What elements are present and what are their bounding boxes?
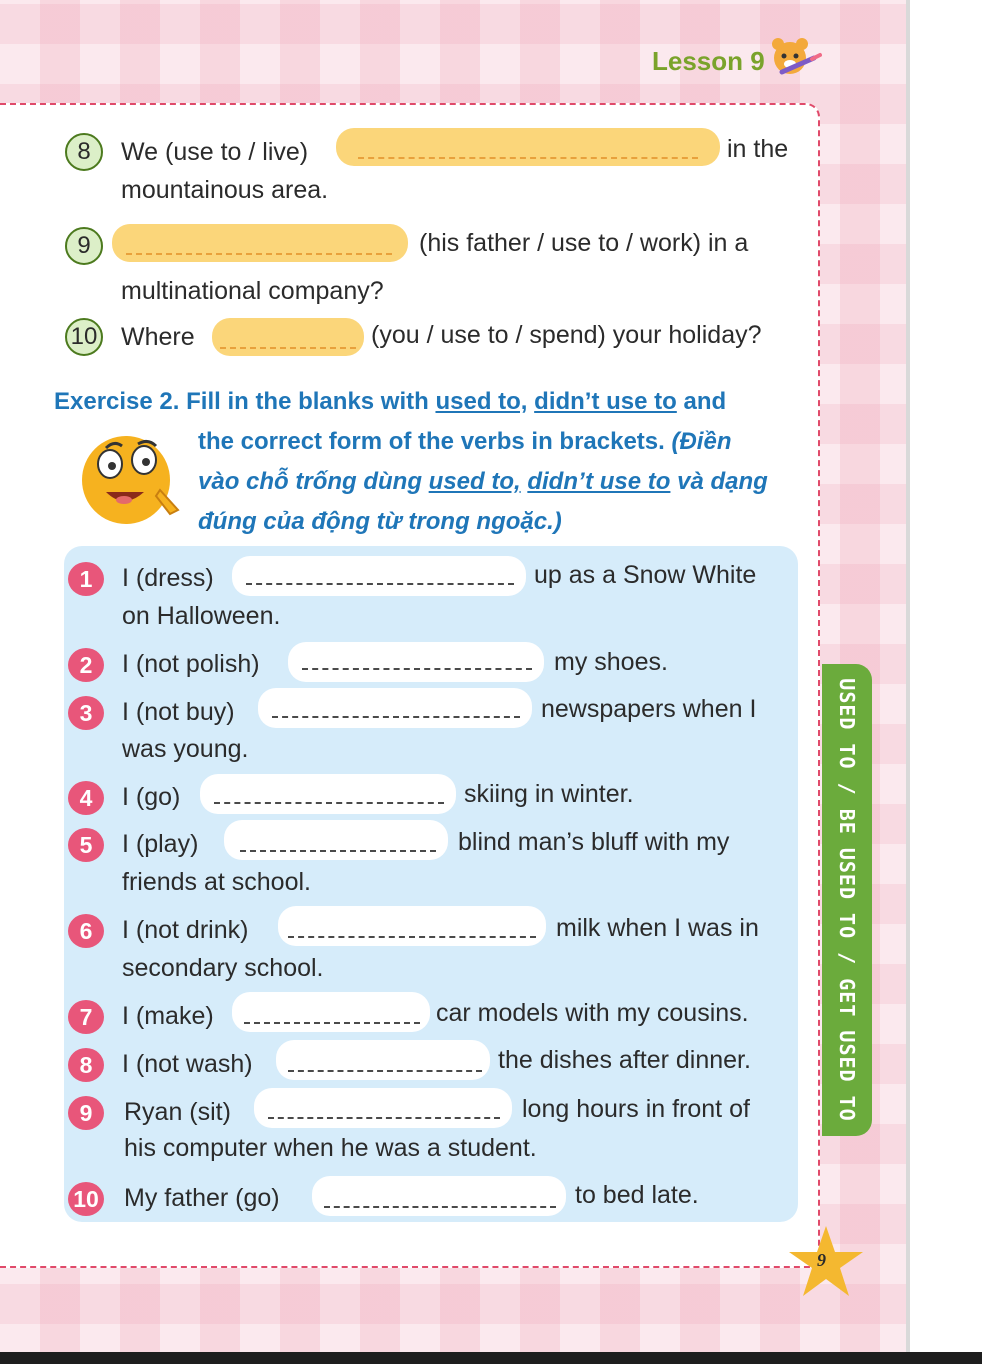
item-6-line2: secondary school. xyxy=(122,954,324,982)
q8-dash-line xyxy=(358,157,698,159)
item-4-dash xyxy=(214,802,444,804)
item-number-2: 2 xyxy=(68,648,104,682)
item-2-dash xyxy=(302,668,532,670)
exercise-title-a: Fill in the blanks with xyxy=(186,388,429,415)
q10-answer-blank[interactable] xyxy=(212,318,364,356)
item-number-9: 9 xyxy=(68,1096,104,1130)
question-number-9: 9 xyxy=(65,227,103,265)
item-7-prompt: I (make) xyxy=(122,1002,214,1030)
item-5-answer-blank[interactable] xyxy=(224,820,448,860)
viet-d: đúng của động từ trong ngoặc.) xyxy=(198,508,562,535)
exercise-2-viet-line1 xyxy=(198,468,768,496)
star-icon xyxy=(786,1222,866,1302)
item-8-dash xyxy=(288,1070,482,1072)
viet-u1: used to, xyxy=(428,468,521,495)
item-5-line2: friends at school. xyxy=(122,868,311,896)
item-3-after: newspapers when I xyxy=(541,695,757,723)
exercise-label: Exercise 2. xyxy=(54,388,180,415)
item-2-after: my shoes. xyxy=(554,648,668,676)
thinking-emoji-icon xyxy=(78,430,188,530)
item-10-after: to bed late. xyxy=(575,1181,699,1209)
item-number-1: 1 xyxy=(68,562,104,596)
viet-c: và dạng xyxy=(677,468,768,495)
q9-dash-line xyxy=(126,253,392,255)
exercise-2-heading xyxy=(54,388,726,416)
item-10-answer-blank[interactable] xyxy=(312,1176,566,1216)
item-1-answer-blank[interactable] xyxy=(232,556,526,596)
item-9-prompt: Ryan (sit) xyxy=(124,1098,231,1126)
item-7-after: car models with my cousins. xyxy=(436,999,749,1027)
item-1-dash xyxy=(246,583,514,585)
item-number-7: 7 xyxy=(68,1000,104,1034)
item-6-after: milk when I was in xyxy=(556,914,759,942)
item-9-dash xyxy=(268,1117,500,1119)
item-8-prompt: I (not wash) xyxy=(122,1050,253,1078)
item-2-prompt: I (not polish) xyxy=(122,650,260,678)
q8-after: in the xyxy=(727,135,789,163)
q8-answer-blank[interactable] xyxy=(336,128,720,166)
q9-answer-blank[interactable] xyxy=(112,224,408,262)
exercise-title-b: the correct form of the verbs in brackets. xyxy=(198,428,665,455)
viet-b: vào chỗ trống dùng xyxy=(198,468,422,495)
page-edge xyxy=(906,0,910,1364)
item-1-prompt: I (dress) xyxy=(122,564,214,592)
item-9-line2: his computer when he was a student. xyxy=(124,1134,537,1162)
item-5-prompt: I (play) xyxy=(122,830,199,858)
q10-after: (you / use to / spend) your holiday? xyxy=(371,321,762,349)
item-10-dash xyxy=(324,1206,556,1208)
item-3-answer-blank[interactable] xyxy=(258,688,532,728)
item-1-after: up as a Snow White xyxy=(534,561,757,589)
item-number-10: 10 xyxy=(68,1182,104,1216)
item-9-after: long hours in front of xyxy=(522,1095,750,1123)
q10-dash-line xyxy=(220,347,356,349)
item-6-dash xyxy=(288,936,536,938)
item-7-answer-blank[interactable] xyxy=(232,992,430,1032)
exercise-title-and: and xyxy=(683,388,727,415)
question-number-8: 8 xyxy=(65,133,103,171)
item-6-prompt: I (not drink) xyxy=(122,916,249,944)
item-number-6: 6 xyxy=(68,914,104,948)
tiger-mascot-icon xyxy=(764,28,822,86)
item-2-answer-blank[interactable] xyxy=(288,642,544,682)
scan-edge xyxy=(0,1352,982,1364)
viet-u2: didn’t use to xyxy=(527,468,671,495)
item-3-prompt: I (not buy) xyxy=(122,698,235,726)
q9-line2: multinational company? xyxy=(121,277,384,305)
item-5-after: blind man’s bluff with my xyxy=(458,828,730,856)
item-8-answer-blank[interactable] xyxy=(276,1040,490,1080)
item-3-dash xyxy=(272,716,520,718)
item-8-after: the dishes after dinner. xyxy=(498,1046,751,1074)
exercise-title-u2: didn’t use to xyxy=(534,388,677,415)
side-tab-label: USED TO / BE USED TO / GET USED TO xyxy=(835,678,859,1122)
q8-line2: mountainous area. xyxy=(121,176,329,204)
item-3-line2: was young. xyxy=(122,735,249,763)
item-number-3: 3 xyxy=(68,696,104,730)
viet-a: (Điền xyxy=(671,428,732,455)
page-number: 9 xyxy=(817,1250,826,1270)
item-7-dash xyxy=(244,1022,420,1024)
lesson-label: Lesson 9 xyxy=(652,46,765,76)
item-number-8: 8 xyxy=(68,1048,104,1082)
item-9-answer-blank[interactable] xyxy=(254,1088,512,1128)
item-number-5: 5 xyxy=(68,828,104,862)
exercise-2-heading-line2 xyxy=(198,428,731,456)
item-6-answer-blank[interactable] xyxy=(278,906,546,946)
item-5-dash xyxy=(240,850,436,852)
item-1-line2: on Halloween. xyxy=(122,602,281,630)
question-number-10: 10 xyxy=(65,318,103,356)
exercise-title-u1: used to, xyxy=(435,388,528,415)
q9-after: (his father / use to / work) in a xyxy=(419,229,749,257)
item-number-4: 4 xyxy=(68,781,104,815)
item-10-prompt: My father (go) xyxy=(124,1184,280,1212)
item-4-prompt: I (go) xyxy=(122,783,181,811)
q8-prompt: We (use to / live) xyxy=(121,138,309,166)
q10-prompt: Where xyxy=(121,323,195,351)
item-4-after: skiing in winter. xyxy=(464,780,634,808)
item-4-answer-blank[interactable] xyxy=(200,774,456,814)
